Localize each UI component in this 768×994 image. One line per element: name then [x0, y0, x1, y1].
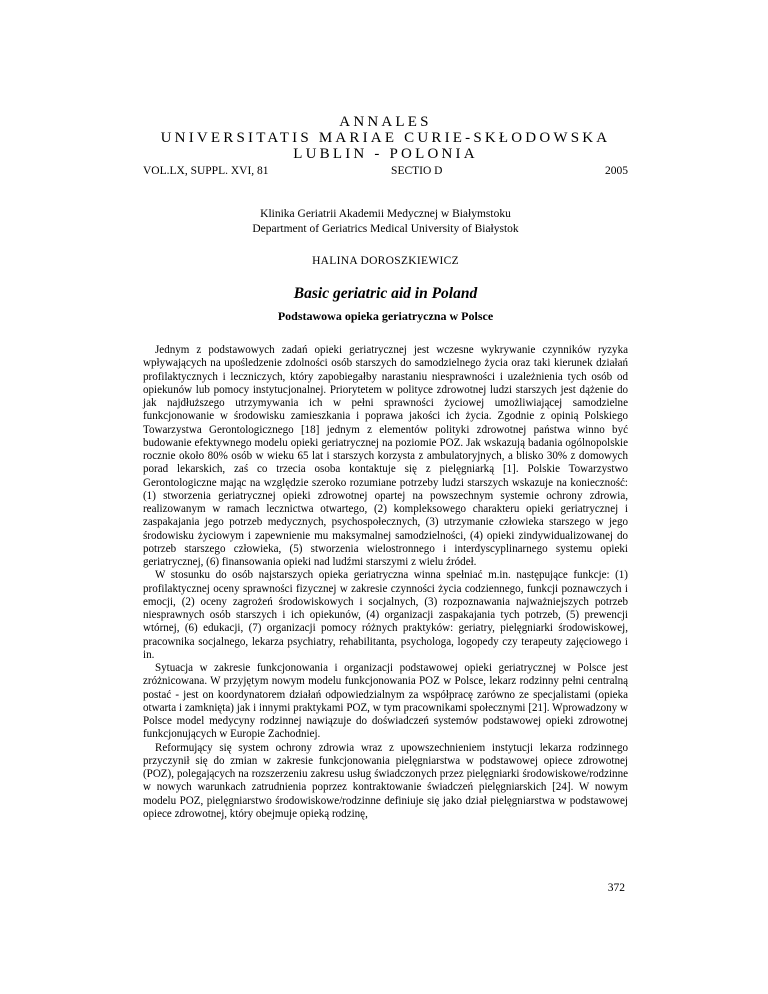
journal-title-line2: UNIVERSITATIS MARIAE CURIE-SKŁODOWSKA — [160, 130, 611, 146]
affiliation-polish: Klinika Geriatrii Akademii Medycznej w Białymstoku — [260, 208, 511, 220]
journal-title-line1: ANNALES — [339, 114, 432, 130]
article-subtitle: Podstawowa opieka geriatryczna w Polsce — [277, 309, 494, 323]
paragraph: Reformujący się system ochrony zdrowia wraz z upowszechnieniem instytucji lekarza rodzinnego przyczynił się do zmian w zakresie funkcjonowania pielęgniarstwa w podstawowej opiece zdrowotnej (POZ), polegających na rozszerzeniu zakresu usług świadczonych przez pielęgniarki środowiskowe/rodzinne w nowych warunkach zatrudnienia poprzez kontraktowanie świadczeń pielęgniarskich [24]. W nowym modelu POZ, pielęgniarstwo środowiskowe/rodzinne definiuje się jako dział pielęgniarstwa w podstawowej opiece zdrowotnej, który obejmuje opieką rodzinę, — [143, 741, 628, 820]
journal-header — [143, 114, 628, 162]
journal-title-line3: LUBLIN - POLONIA — [293, 146, 478, 162]
affiliation — [143, 207, 628, 237]
year-info: 2005 — [604, 165, 628, 177]
volume-info: VOL.LX, SUPPL. XVI, 81 — [143, 165, 269, 177]
journal-meta-row — [143, 165, 628, 177]
paragraph: Sytuacja w zakresie funkcjonowania i organizacji podstawowej opieki geriatrycznej w Polsce jest zróżnicowana. W przyjętym nowym modelu funkcjonowania POZ w Polsce, lekarz rodzinny pełni centralną postać - jest on koordynatorem działań odpowiedzialnym za współpracę zarówno ze specjalistami (opieka otwarta i zamknięta) jak i innymi praktykami POZ, w tym pracownikami społecznymi [21]. Wprowadzony w Polsce model medycyny rodzinnej nawiązuje do doświadczeń systemów podstawowej opieki zdrowotnej funkcjonujących w Europie Zachodniej. — [143, 662, 628, 741]
affiliation-english: Department of Geriatrics Medical University of Białystok — [252, 223, 519, 235]
sectio-info: SECTIO D — [391, 165, 443, 177]
article-body — [143, 344, 628, 821]
paragraph: W stosunku do osób najstarszych opieka geriatryczna winna spełniać m.in. następujące funkcje: (1) profilaktycznej oceny sprawności fizycznej w zakresie czynności życia codziennego, funkcji poznawczych i emocji, (2) oceny zagrożeń środowiskowych i socjalnych, (3) rozpoznawania najważniejszych potrzeb niesprawnych osób starszych i ich opiekunów, (4) organizacji zaspakajania tych potrzeb, (5) prewencji wtórnej, (6) edukacji, (7) organizacji pomocy różnych praktyków: geriatry, pielęgniarki środowiskowej, pracownika socjalnego, lekarza psychiatry, rehabilitanta, psychologa, logopedy czy terapeuty zajęciowego i in. — [143, 569, 628, 661]
author-name: HALINA DOROSZKIEWICZ — [312, 255, 459, 267]
article-page — [143, 114, 628, 821]
page-number: 372 — [607, 882, 625, 894]
paragraph: Jednym z podstawowych zadań opieki geriatrycznej jest wczesne wykrywanie czynników ryzyka wpływających na upośledzenie zdolności osób starszych do samodzielnego życia oraz taki kierunek działań profilaktycznych i leczniczych, który zapobiegałby narastaniu niesprawności i uzależnienia tych osób od opiekunów lub pomocy instytucjonalnej. Priorytetem w polityce zdrowotnej ludzi starszych jest dążenie do jak najdłuższego utrzymywania ich w pełni sprawności życiowej umożliwiającej samodzielne funkcjonowanie w środowisku zamieszkania i poprawa jakości ich życia. Zgodnie z opinią Polskiego Towarzystwa Gerontologicznego [18] jednym z elementów polityki zdrowotnej państwa winno być budowanie efektywnego modelu opieki geriatrycznej na poziomie POZ. Jak wskazują badania ogólnopolskie rocznie około 80% osób w wieku 65 lat i starszych korzysta z ambulatoryjnych, a blisko 30% z domowych porad lekarskich, zaś co trzecia osoba kontaktuje się z pielęgniarką [1]. Polskie Towarzystwo Gerontologiczne mając na względzie szeroko rozumiane potrzeby ludzi starszych wskazuje na konieczność: (1) stworzenia geriatrycznej opieki zdrowotnej opartej na powszechnym systemie ochrony zdrowia, realizowanym w ramach lecznictwa otwartego, (2) kompleksowego charakteru opieki geriatrycznej i zaspakajania jego potrzeb medycznych, psychospołecznych, (3) utrzymanie człowieka starszego w jego środowisku życiowym i zapewnienie mu maksymalnej samodzielności, (4) opieki zindywidualizowanej do potrzeb starszego człowieka, (5) stworzenia wielostronnego i interdyscyplinarnego systemu opieki geriatrycznej, (6) finansowania opieki nad ludźmi starszymi z wielu źródeł. — [143, 344, 628, 568]
article-title: Basic geriatric aid in Poland — [293, 285, 478, 302]
